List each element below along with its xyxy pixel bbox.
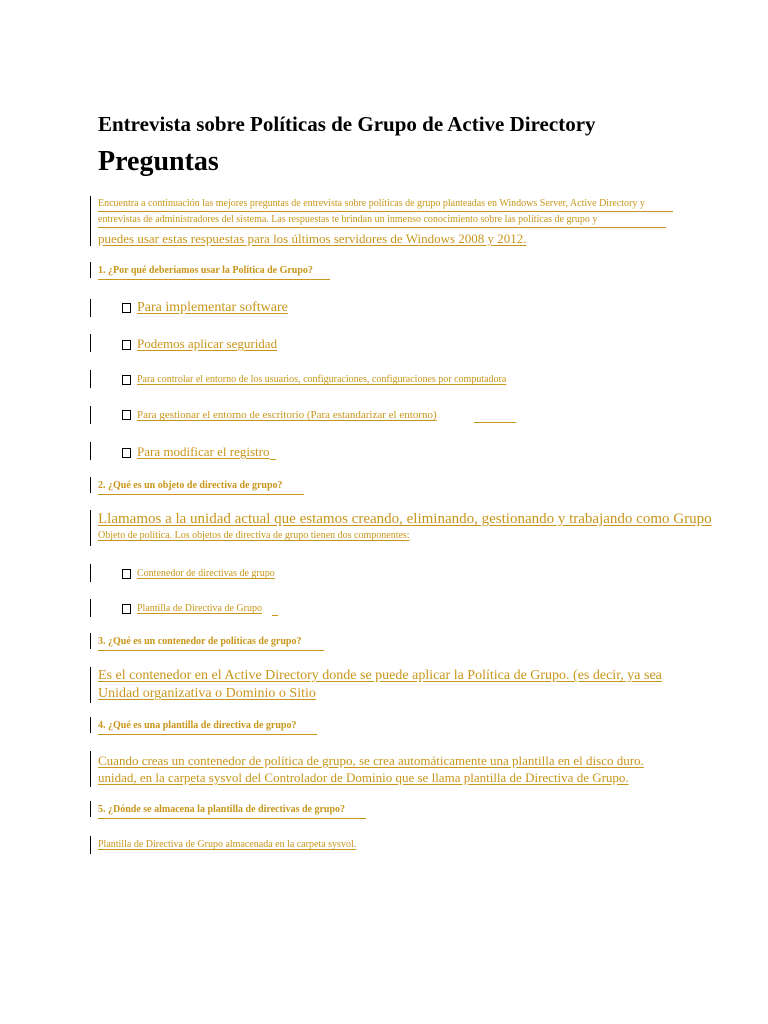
checkbox-bullet-icon [122,410,131,420]
margin-bar [90,370,91,388]
margin-bar [90,477,91,493]
checkbox-bullet-icon [122,604,131,614]
list-item: Para gestionar el entorno de escritorio (Para estandarizar el entorno) [122,409,437,421]
underline [98,227,666,228]
list-item: Para implementar software [122,300,288,316]
answer-4-line-2: unidad, en la carpeta sysvol del Controlador de Dominio que se llama plantilla de Directiva de Grupo. [98,770,629,785]
underline [98,818,366,819]
margin-bar [90,196,91,246]
intro-line-1: Encuentra a continuación las mejores preguntas de entrevista sobre políticas de grupo planteadas en Windows Server, Active Directory y [98,198,645,209]
margin-bar [90,599,91,617]
margin-bar [90,801,91,817]
list-item: Para modificar el registro [122,444,269,460]
answer-3-line-2: Unidad organizativa o Dominio o Sitio [98,686,316,701]
list-item: Podemos aplicar seguridad [122,336,277,352]
list-item: Para controlar el entorno de los usuarios, configuraciones, configuraciones por computadora [122,374,506,385]
list-item: Plantilla de Directiva de Grupo [122,603,262,614]
question-2: 2. ¿Qué es un objeto de directiva de grupo? [98,480,283,491]
margin-bar [90,442,91,460]
question-5: 5. ¿Dónde se almacena la plantilla de directivas de grupo? [98,804,346,815]
question-3: 3. ¿Qué es un contenedor de políticas de grupo? [98,636,302,647]
margin-bar [90,262,91,278]
underline [98,211,673,212]
margin-bar [90,299,91,317]
underline [270,459,276,460]
list-item: Contenedor de directivas de grupo [122,568,275,579]
margin-bar [90,334,91,352]
margin-bar [90,633,91,649]
checkbox-bullet-icon [122,340,131,350]
margin-bar [90,717,91,733]
answer-3-line-1: Es el contenedor en el Active Directory donde se puede aplicar la Política de Grupo. (es decir, ya sea [98,668,662,683]
intro-line-3: puedes usar estas respuestas para los últimos servidores de Windows 2008 y 2012. [98,231,527,246]
underline [272,615,278,616]
underline [98,279,330,280]
underline [474,422,516,423]
section-heading: Preguntas [98,146,219,177]
margin-bar [90,836,91,854]
question-1: 1. ¿Por qué deberíamos usar la Política de Grupo? [98,265,313,276]
intro-line-2: entrevistas de administradores del sistema. Las respuestas te brindan un inmenso conocimiento sobre las políticas de grupo y [98,214,598,225]
underline [98,494,304,495]
margin-bar [90,564,91,582]
margin-bar [90,510,91,546]
margin-bar [90,406,91,424]
answer-2-line-2: Objeto de política. Los objetos de directiva de grupo tienen dos componentes: [98,530,410,541]
underline [98,650,324,651]
document-title: Entrevista sobre Políticas de Grupo de Active Directory [98,112,596,136]
margin-bar [90,667,91,703]
checkbox-bullet-icon [122,448,131,458]
answer-4-line-1: Cuando creas un contenedor de política de grupo, se crea automáticamente una plantilla en el disco duro. [98,753,644,768]
checkbox-bullet-icon [122,375,131,385]
answer-2-line-1: Llamamos a la unidad actual que estamos creando, eliminando, gestionando y trabajando como Grupo [98,511,712,527]
underline [98,734,317,735]
question-4: 4. ¿Qué es una plantilla de directiva de grupo? [98,720,297,731]
answer-5-line-1: Plantilla de Directiva de Grupo almacenada en la carpeta sysvol. [98,839,357,850]
checkbox-bullet-icon [122,569,131,579]
margin-bar [90,751,91,787]
checkbox-bullet-icon [122,303,131,313]
